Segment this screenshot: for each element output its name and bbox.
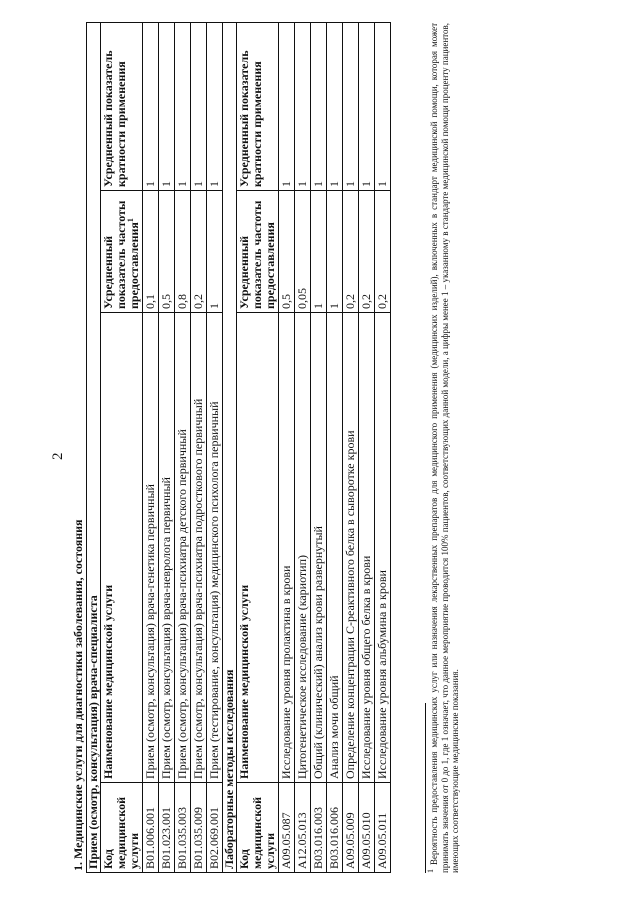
row-code: B03.016.006	[327, 783, 343, 873]
row-name: Исследование уровня пролактина в крови	[279, 313, 295, 783]
header-code: Код медицинской услуги	[237, 783, 279, 873]
group-title: Лабораторные методы исследования	[223, 22, 237, 872]
footnote-text: Вероятность предоставления медицинских услуг или назначения лекарственных препаратов для медицинского применения (медицинских изделий), включенных в стандарт медицинской помощи, которая может принимать значения от 0 до 1, где 1 означает, что данное мероприятие проводится 100% пациентов, соответствующих данной модели, а цифры менее 1 – указанному в стандарте медицинской помощи проценту пациентов, имеющих соответствующие медицинские показания.	[429, 23, 460, 873]
header-code: Код медицинской услуги	[101, 783, 143, 873]
row-mult: 1	[295, 22, 311, 190]
row-name: Прием (тестирование, консультация) медицинского психолога первичный	[207, 313, 223, 783]
table-row	[143, 22, 159, 872]
row-code: A09.05.087	[279, 783, 295, 873]
footnote-ref: 1	[126, 218, 135, 223]
row-code: A12.05.013	[295, 783, 311, 873]
header-freq: Усредненный показатель частоты предоставления	[237, 191, 279, 313]
table-row	[159, 22, 175, 872]
table-row	[375, 22, 391, 872]
row-freq: 1	[327, 191, 343, 313]
table-row	[295, 22, 311, 872]
header-row	[237, 22, 279, 872]
row-name: Прием (осмотр, консультация) врача-психиатра подросткового первичный	[191, 313, 207, 783]
row-mult: 1	[279, 22, 295, 190]
table-row	[311, 22, 327, 872]
row-freq: 0,1	[143, 191, 159, 313]
row-freq: 0,2	[375, 191, 391, 313]
header-freq	[101, 191, 143, 313]
row-freq: 0,2	[359, 191, 375, 313]
row-code: A09.05.011	[375, 783, 391, 873]
group-title-row	[223, 22, 237, 872]
header-row	[101, 22, 143, 872]
footnote-divider	[425, 703, 426, 873]
row-freq: 1	[311, 191, 327, 313]
footnote	[426, 23, 461, 873]
row-mult: 1	[175, 22, 191, 190]
row-code: B01.035.009	[191, 783, 207, 873]
row-mult: 1	[311, 22, 327, 190]
row-code: B01.023.001	[159, 783, 175, 873]
row-name: Прием (осмотр, консультация) врача-генетика первичный	[143, 313, 159, 783]
row-code: A09.05.009	[343, 783, 359, 873]
row-mult: 1	[159, 22, 175, 190]
row-name: Общий (клинический) анализ крови развернутый	[311, 313, 327, 783]
row-mult: 1	[207, 22, 223, 190]
row-code: B02.069.001	[207, 783, 223, 873]
table-row	[359, 22, 375, 872]
row-name: Исследование уровня общего белка в крови	[359, 313, 375, 783]
table-row	[343, 22, 359, 872]
row-name: Исследование уровня альбумина в крови	[375, 313, 391, 783]
row-mult: 1	[191, 22, 207, 190]
row-name: Прием (осмотр, консультация) врача-психиатра детского первичный	[175, 313, 191, 783]
services-table	[86, 22, 391, 873]
row-freq: 0,5	[279, 191, 295, 313]
row-mult: 1	[375, 22, 391, 190]
row-name: Цитогенетическое исследование (кариотип)	[295, 313, 311, 783]
row-freq: 0,8	[175, 191, 191, 313]
page-number: 2	[50, 452, 66, 460]
table-row	[175, 22, 191, 872]
header-mult: Усредненный показатель кратности применения	[101, 22, 143, 190]
row-freq: 0,2	[191, 191, 207, 313]
row-freq: 0,5	[159, 191, 175, 313]
header-freq-text: Усредненный показатель частоты предоставления	[101, 200, 141, 309]
row-code: B01.006.001	[143, 783, 159, 873]
section-title: 1. Медицинские услуги для диагностики заболевания, состояния	[71, 519, 85, 871]
footnote-marker: 1	[426, 869, 435, 873]
row-freq: 1	[207, 191, 223, 313]
group-title-row	[87, 22, 101, 872]
row-freq: 0,05	[295, 191, 311, 313]
header-name: Наименование медицинской услуги	[101, 313, 143, 783]
row-freq: 0,2	[343, 191, 359, 313]
row-code: A09.05.010	[359, 783, 375, 873]
row-mult: 1	[343, 22, 359, 190]
row-code: B03.016.003	[311, 783, 327, 873]
rotated-document	[72, 23, 461, 873]
row-mult: 1	[359, 22, 375, 190]
header-name: Наименование медицинской услуги	[237, 313, 279, 783]
table-row	[207, 22, 223, 872]
row-name: Анализ мочи общий	[327, 313, 343, 783]
row-mult: 1	[327, 22, 343, 190]
table-row	[279, 22, 295, 872]
table-row	[191, 22, 207, 872]
table-row	[327, 22, 343, 872]
row-code: B01.035.003	[175, 783, 191, 873]
row-mult: 1	[143, 22, 159, 190]
row-name: Определение концентрации С-реактивного белка в сыворотке крови	[343, 313, 359, 783]
group-title: Прием (осмотр, консультация) врача-специалиста	[87, 22, 101, 872]
row-name: Прием (осмотр, консультация) врача-невролога первичный	[159, 313, 175, 783]
header-mult: Усредненный показатель кратности применения	[237, 22, 279, 190]
